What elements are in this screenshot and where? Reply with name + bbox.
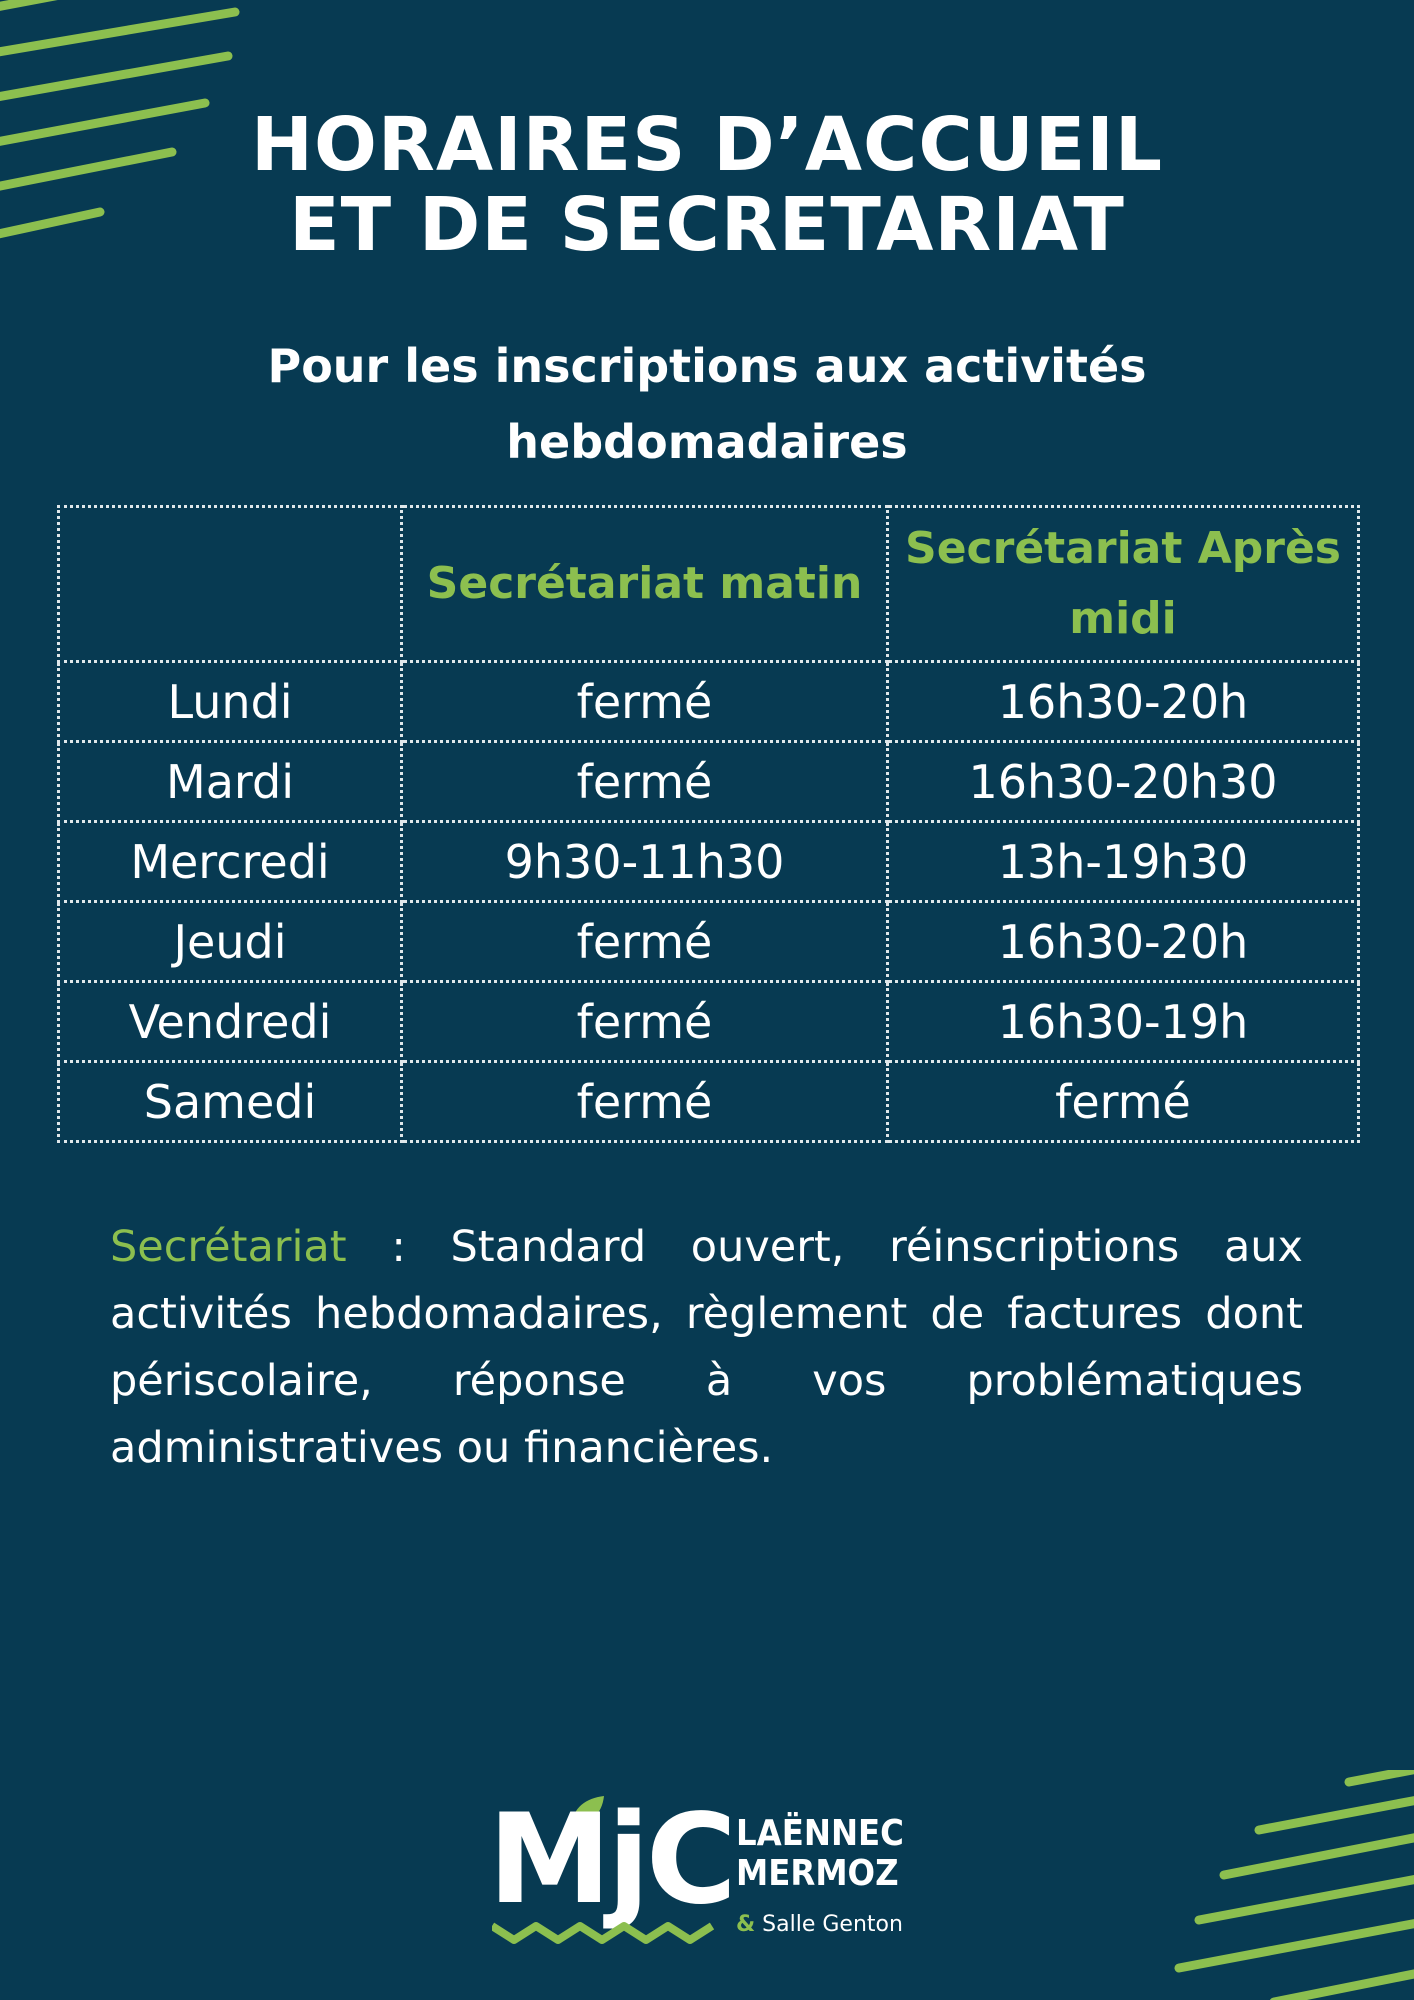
day-cell: Samedi xyxy=(59,1062,402,1142)
afternoon-cell: fermé xyxy=(888,1062,1359,1142)
afternoon-cell: 16h30-20h xyxy=(888,662,1359,742)
afternoon-cell: 16h30-19h xyxy=(888,982,1359,1062)
secretariat-note xyxy=(110,1214,1303,1482)
zigzag-icon xyxy=(492,1918,722,1948)
header-empty-cell xyxy=(59,507,402,662)
note-label: Secrétariat xyxy=(110,1222,347,1272)
morning-cell: fermé xyxy=(402,982,888,1062)
table-row xyxy=(59,822,1359,902)
logo-sub-text: Salle Genton xyxy=(755,1912,903,1937)
logo-name xyxy=(736,1814,904,1894)
header-afternoon-text: Secrétariat Après midi xyxy=(905,523,1341,644)
mjc-logo xyxy=(488,1790,928,1950)
page-title xyxy=(0,102,1414,268)
header-morning: Secrétariat matin xyxy=(402,507,888,662)
subtitle-line-2: hebdomadaires xyxy=(506,415,908,469)
morning-cell: fermé xyxy=(402,1062,888,1142)
page-subtitle xyxy=(0,328,1414,480)
day-cell: Mardi xyxy=(59,742,402,822)
subtitle-line-1: Pour les inscriptions aux activités xyxy=(267,339,1147,393)
logo-ampersand: & xyxy=(736,1912,756,1937)
morning-cell: fermé xyxy=(402,742,888,822)
day-cell: Jeudi xyxy=(59,902,402,982)
day-cell: Lundi xyxy=(59,662,402,742)
header-afternoon xyxy=(888,507,1359,662)
afternoon-cell: 16h30-20h30 xyxy=(888,742,1359,822)
logo-subtitle xyxy=(736,1912,903,1938)
table-row xyxy=(59,742,1359,822)
logo-name-line-1: LAËNNEC xyxy=(736,1813,904,1854)
morning-cell: fermé xyxy=(402,662,888,742)
table-header-row xyxy=(59,507,1359,662)
schedule-table xyxy=(57,505,1360,1143)
note-text: : Standard ouvert, réinscriptions aux activités hebdomadaires, règlement de factures dont périscolaire, réponse à vos problématiques administratives ou financières. xyxy=(110,1222,1303,1473)
title-line-1: HORAIRES D’ACCUEIL xyxy=(251,102,1163,188)
decorative-stripes-bottom-right xyxy=(1154,1770,1414,2000)
title-line-2: ET DE SECRETARIAT xyxy=(289,182,1125,268)
table-row xyxy=(59,1062,1359,1142)
morning-cell: 9h30-11h30 xyxy=(402,822,888,902)
logo-letters: MjC xyxy=(488,1788,733,1932)
day-cell: Mercredi xyxy=(59,822,402,902)
afternoon-cell: 13h-19h30 xyxy=(888,822,1359,902)
afternoon-cell: 16h30-20h xyxy=(888,902,1359,982)
table-row xyxy=(59,982,1359,1062)
table-row xyxy=(59,902,1359,982)
day-cell: Vendredi xyxy=(59,982,402,1062)
logo-name-line-2: MERMOZ xyxy=(736,1853,899,1894)
table-row xyxy=(59,662,1359,742)
morning-cell: fermé xyxy=(402,902,888,982)
